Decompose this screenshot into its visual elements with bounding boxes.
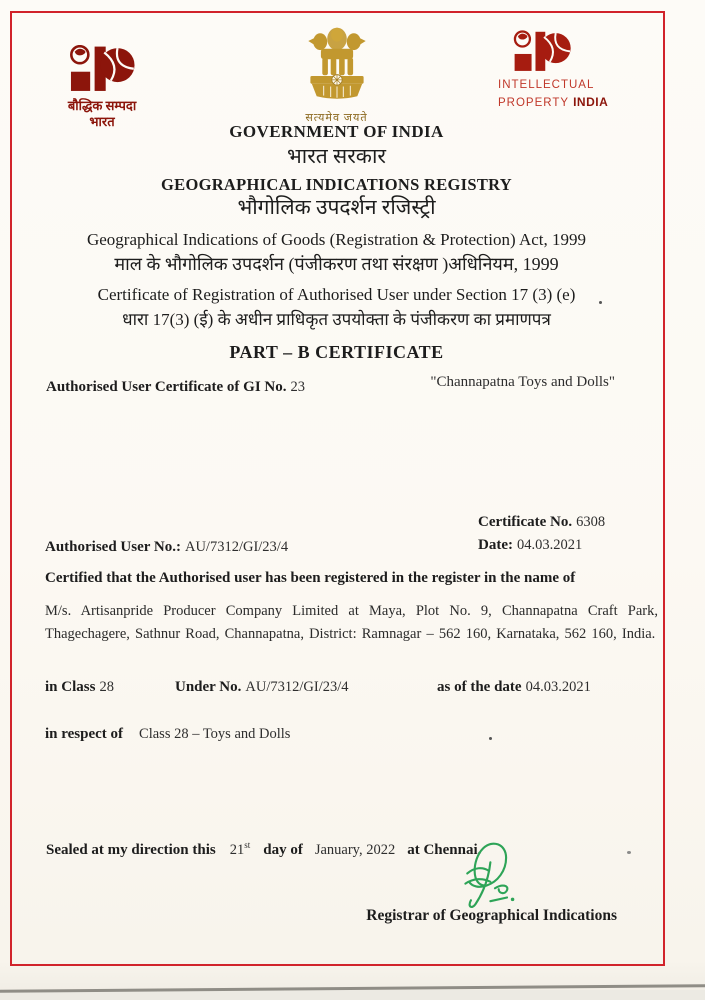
ip-india-logo-right — [498, 30, 638, 111]
scan-speck — [627, 851, 631, 854]
right-logo-text-line1: INTELLECTUAL — [498, 79, 595, 91]
right-logo-property: PROPERTY — [498, 96, 569, 109]
sealed-row — [46, 840, 481, 859]
respect-value: Class 28 – Toys and Dolls — [139, 726, 291, 742]
scan-speck — [489, 737, 492, 740]
certificate-date-value: 04.03.2021 — [516, 536, 583, 553]
sealed-label: Sealed at my direction this — [46, 841, 216, 858]
certificate-number-label: Certificate No. — [478, 514, 573, 530]
in-class-cell — [45, 678, 114, 696]
title-government-hi: भारत सरकार — [287, 144, 386, 168]
title-registry-en: GEOGRAPHICAL INDICATIONS REGISTRY — [161, 175, 512, 194]
certificate-date-label: Date: — [478, 536, 513, 553]
day-of-label: day of — [263, 841, 303, 858]
certificate-number-line — [478, 511, 605, 534]
part-b-title: PART – B CERTIFICATE — [229, 342, 444, 362]
seal-day: 21st — [229, 840, 251, 858]
authorised-user-value: AU/7312/GI/23/4 — [184, 539, 289, 555]
under-no-value: AU/7312/GI/23/4 — [245, 679, 349, 695]
certified-statement: Certified that the Authorised user has been registered in the register in the name of — [45, 570, 576, 586]
ip-monogram-icon — [512, 30, 572, 74]
gi-number-label: Authorised User Certificate of GI No. — [46, 379, 287, 395]
scan-speck — [599, 301, 602, 304]
seal-day-ordinal: st — [244, 840, 251, 850]
respect-label: in respect of — [45, 726, 124, 742]
title-section-hi: धारा 17(3) (ई) के अधीन प्राधिकृत उपयोक्ता के पंजीकरण का प्रमाणपत्र — [122, 310, 551, 329]
as-of-date-label: as of the date — [437, 679, 522, 695]
as-of-date-cell — [437, 678, 591, 696]
ashoka-lion-capital-icon — [302, 20, 372, 104]
in-class-value: 28 — [99, 679, 114, 695]
right-logo-india: INDIA — [573, 94, 609, 109]
title-act-hi: माल के भौगोलिक उपदर्शन (पंजीकरण तथा संरक्षण )अधिनियम, 1999 — [114, 254, 559, 274]
respect-row — [45, 725, 290, 743]
registrar-title: Registrar of Geographical Indications — [366, 907, 617, 924]
seal-place: at Chennai. — [407, 841, 482, 858]
title-section-en: Certificate of Registration of Authorised User under Section 17 (3) (e) — [97, 285, 576, 304]
title-registry-hi: भौगोलिक उपदर्शन रजिस्ट्री — [237, 195, 436, 219]
authorised-user-label: Authorised User No.: — [45, 539, 181, 555]
gi-name: "Channapatna Toys and Dolls" — [430, 374, 615, 390]
certificate-number-block — [478, 511, 605, 556]
in-class-label: in Class — [45, 679, 96, 695]
gi-number-row — [46, 378, 305, 396]
seal-month-year: January, 2022 — [314, 841, 396, 858]
registered-name-address: M/s. Artisanpride Producer Company Limited at Maya, Plot No. 9, Channapatna Craft Park, Thagechagere, Sathnur Road, Channapatna, District: Ramnagar – 562 160, Karnataka, 562 160, India. — [45, 603, 658, 643]
as-of-date-value: 04.03.2021 — [525, 679, 591, 695]
certificate-number-value: 6308 — [576, 514, 606, 530]
title-act-en: Geographical Indications of Goods (Registration & Protection) Act, 1999 — [86, 230, 587, 249]
gi-number-value: 23 — [290, 379, 306, 395]
left-logo-text-line1: बौद्धिक सम्पदा — [67, 98, 137, 113]
emblem-motto: सत्यमेव जयते — [305, 112, 368, 124]
certificate-date-line — [478, 534, 605, 557]
right-logo-text-line2 — [498, 94, 638, 112]
authorised-user-row — [45, 538, 288, 556]
title-government-en: GOVERNMENT OF INDIA — [229, 122, 444, 141]
under-no-label: Under No. — [175, 679, 242, 695]
under-no-cell — [175, 678, 349, 696]
left-logo-text-line2: भारत — [89, 113, 115, 129]
